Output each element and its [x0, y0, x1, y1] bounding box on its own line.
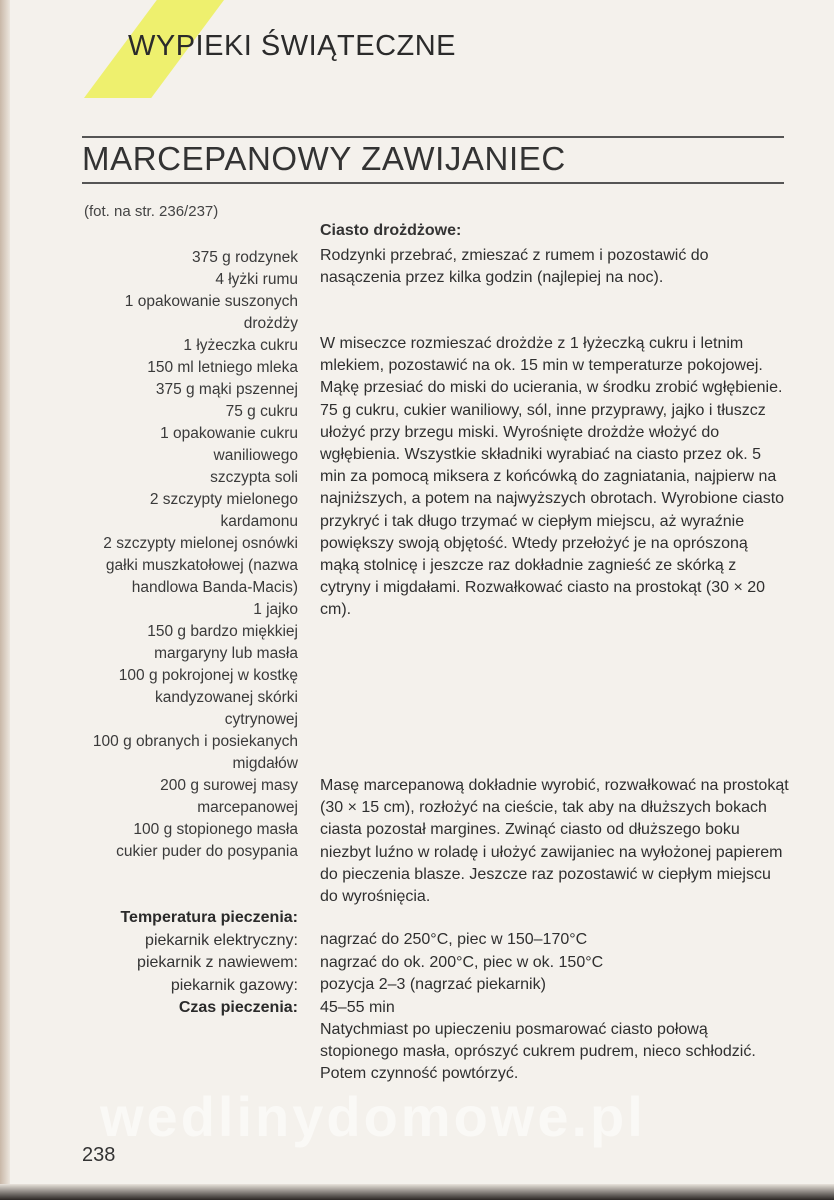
ingredient-line: 2 szczypty mielonego	[149, 491, 298, 508]
ingredient-line: 1 łyżeczka cukru	[183, 337, 298, 354]
oven-gas-value: pozycja 2–3 (nagrzać piekarnik)	[320, 976, 546, 993]
ingredient-line: handlowa Banda-Macis)	[131, 579, 298, 596]
ingredient-line: 75 g cukru	[225, 403, 298, 420]
ingredient-line: 375 g mąki pszennej	[155, 381, 298, 398]
ingredient-line: marcepanowej	[197, 799, 298, 816]
baking-labels	[30, 907, 298, 1020]
photo-reference: (fot. na str. 236/237)	[84, 203, 219, 220]
ingredient-line: 1 opakowanie cukru	[160, 425, 298, 442]
ingredient-line: 150 g bardzo miękkiej	[147, 623, 298, 640]
ingredient-line: cytrynowej	[224, 711, 298, 728]
ingredient-line: 100 g pokrojonej w kostkę	[118, 667, 298, 684]
title-rule-bottom	[82, 182, 784, 184]
dough-heading: Ciasto drożdżowe:	[320, 222, 462, 239]
oven-fan-label: piekarnik z nawiewem:	[137, 954, 298, 971]
section-header: WYPIEKI ŚWIĄTECZNE	[128, 30, 457, 62]
ingredient-line: 4 łyżki rumu	[215, 271, 298, 288]
ingredient-line: kardamonu	[220, 513, 298, 530]
ingredient-line: kandyzowanej skórki	[154, 689, 298, 706]
method-step-raisins: Rodzynki przebrać, zmieszać z rumem i pozostawić do nasączenia przez kilka godzin (najlepiej na noc).	[320, 247, 709, 287]
baking-time-label: Czas pieczenia:	[178, 999, 298, 1016]
ingredient-line: 150 ml letniego mleka	[147, 359, 298, 376]
ingredient-line: waniliowego	[213, 447, 298, 464]
oven-electric-value: nagrzać do 250°C, piec w 150–170°C	[320, 931, 588, 948]
ingredient-line: drożdży	[243, 315, 298, 332]
ingredient-line: margaryny lub masła	[154, 645, 298, 662]
ingredient-line: gałki muszkatołowej (nazwa	[105, 557, 298, 574]
recipe-title: MARCEPANOWY ZAWIJANIEC	[82, 140, 566, 177]
title-rule-top	[82, 136, 784, 138]
baking-values	[320, 929, 790, 1019]
ingredient-line: cukier puder do posypania	[116, 843, 298, 860]
ingredient-list	[30, 247, 298, 863]
ingredient-line: 1 opakowanie suszonych	[124, 293, 298, 310]
ingredient-line: 1 jajko	[253, 601, 298, 618]
ingredient-line: 2 szczypty mielonej osnówki	[103, 535, 298, 552]
method-step-finish: Natychmiast po upieczeniu posmarować ciasto połową stopionego masła, oprószyć cukrem pudrem, nieco schłodzić. Potem czynność powtórzyć.	[320, 1021, 756, 1083]
baking-temperature-heading: Temperatura pieczenia:	[120, 909, 298, 926]
ingredient-line: szczypta soli	[210, 469, 298, 486]
ingredient-line: 100 g stopionego masła	[133, 821, 298, 838]
ingredient-line: migdałów	[232, 755, 298, 772]
oven-gas-label: piekarnik gazowy:	[170, 976, 298, 994]
page-binding-edge	[0, 0, 10, 1200]
watermark: wedlinydomowe.pl	[100, 1085, 646, 1148]
method-step-marzipan: Masę marcepanową dokładnie wyrobić, rozwałkować na prostokąt (30 × 15 cm), rozłożyć na cieście, tak aby na dłuższych bokach ciasta pozostał margines. Zwinąć ciasto od dłuższego boku niezbyt luźno w roladę i ułożyć zawijaniec na wyłożonej papierem do pieczenia blasze. Jeszcze raz pozostawić w ciepłym miejscu do wyrośnięcia.	[320, 777, 789, 906]
ingredient-line: 200 g surowej masy	[160, 777, 298, 794]
page-bottom-edge	[0, 1184, 834, 1200]
oven-fan-value: nagrzać do ok. 200°C, piec w ok. 150°C	[320, 953, 604, 971]
ingredient-line: 375 g rodzynek	[192, 249, 298, 266]
ingredient-line: 100 g obranych i posiekanych	[92, 733, 298, 750]
page-number: 238	[82, 1144, 116, 1166]
oven-electric-label: piekarnik elektryczny:	[145, 931, 298, 949]
method-step-dough: W miseczce rozmieszać drożdże z 1 łyżeczką cukru i letnim mlekiem, pozostawić na ok. 15 min w temperaturze pokojowej. Mąkę przesiać do miski do ucierania, w środku zrobić wgłębienie. 75 g cukru, cukier waniliowy, sól, inne przyprawy, jajko i tłuszcz ułożyć przy brzegu miski. Wyrośnięte drożdże włożyć do wgłębienia. Wszystkie składniki wyrabiać na ciasto przez ok. 5 min za pomocą miksera z końcówką do zagniatania, najpierw na najniższych, a potem na najwyższych obrotach. Wyrobione ciasto przykryć i tak długo trzymać w ciepłym miejscu, aż wyraźnie powiększy swoją objętość. Wtedy przełożyć je na oprószoną mąką stolnicę i jeszcze raz dokładnie zagnieść ze skórką z cytryny i migdałami. Rozwałkować ciasto na prostokąt (30 × 20 cm).	[320, 335, 785, 619]
baking-time-value: 45–55 min	[320, 998, 395, 1016]
